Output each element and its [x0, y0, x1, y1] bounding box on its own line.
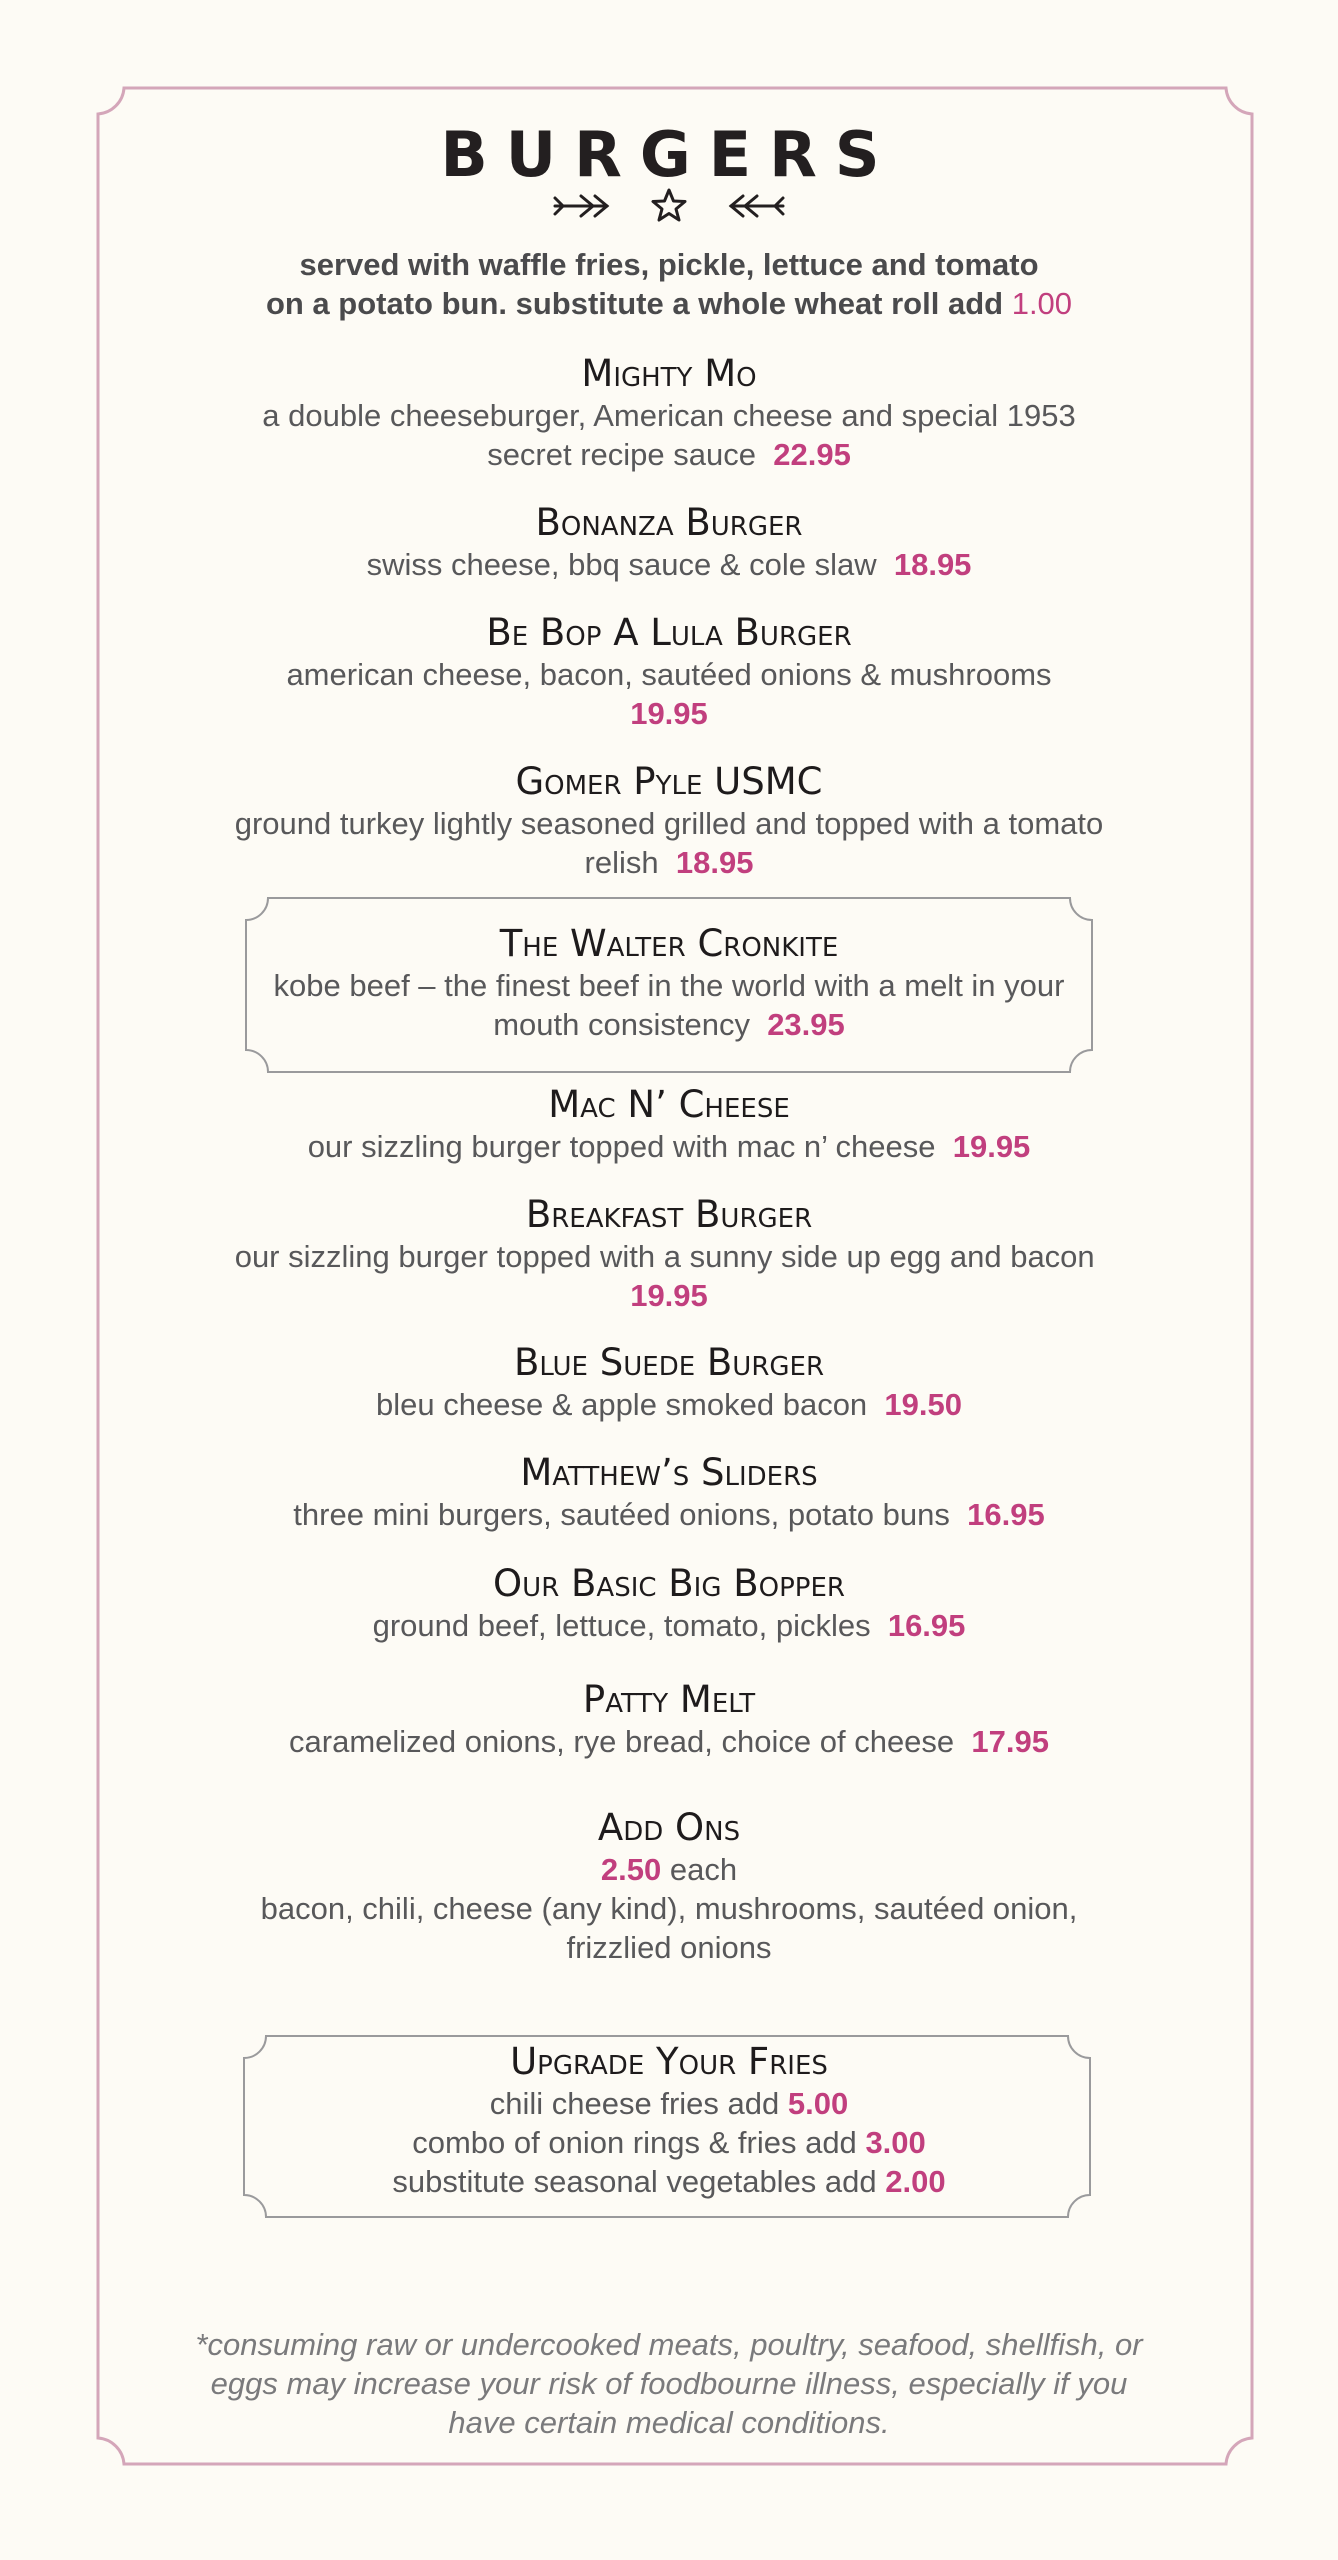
menu-item-featured: [200, 922, 1138, 1044]
item-name: Breakfast Burger: [525, 1193, 813, 1236]
item-desc-text: our sizzling burger topped with a sunny side up egg and bacon: [234, 1239, 1095, 1274]
item-name: Our Basic Big Bopper: [493, 1562, 845, 1605]
item-desc: [200, 1606, 1138, 1645]
addons-title: Add Ons: [597, 1806, 741, 1849]
item-desc: [200, 1127, 1138, 1166]
addons-each: each: [669, 1852, 738, 1887]
menu-item: [200, 760, 1138, 882]
item-desc-text: bleu cheese & apple smoked bacon: [376, 1387, 868, 1422]
addons-price: 2.50: [600, 1852, 662, 1887]
item-price: 16.95: [967, 1497, 1045, 1532]
item-desc-text: a double cheeseburger, American cheese and special 1953 secret recipe sauce: [262, 398, 1076, 472]
item-desc: [200, 1237, 1138, 1315]
menu-item: [200, 1083, 1138, 1166]
item-name: Matthew’s Sliders: [520, 1451, 818, 1494]
addons-price-line: [200, 1850, 1138, 1889]
item-desc: [200, 545, 1138, 584]
item-price: 17.95: [971, 1724, 1049, 1759]
fries-option-text: chili cheese fries add: [489, 2086, 780, 2121]
fries-title: Upgrade Your Fries: [510, 2040, 828, 2083]
fries-option-text: substitute seasonal vegetables add: [392, 2164, 877, 2199]
menu-item: [200, 1678, 1138, 1761]
item-desc: [200, 655, 1138, 733]
fries-option-price: 5.00: [787, 2086, 849, 2121]
addons-desc: bacon, chili, cheese (any kind), mushrooms, sautéed onion, frizzlied onions: [260, 1891, 1078, 1965]
menu-item: [200, 1562, 1138, 1645]
item-price: 19.95: [952, 1129, 1031, 1164]
item-price: 23.95: [767, 1007, 845, 1042]
burger-intro: [0, 245, 1338, 323]
item-price: 19.95: [630, 696, 708, 731]
item-name: Gomer Pyle USMC: [515, 760, 823, 803]
item-desc-text: ground turkey lightly seasoned grilled and topped with a tomato relish: [234, 806, 1104, 880]
item-desc-text: three mini burgers, sautéed onions, potato buns: [293, 1497, 950, 1532]
item-name: Mighty Mo: [581, 352, 757, 395]
intro-price: 1.00: [1011, 286, 1073, 321]
item-price: 19.50: [884, 1387, 962, 1422]
item-desc: [200, 966, 1138, 1044]
item-desc-text: kobe beef – the finest beef in the world with a melt in your mouth consistency: [273, 968, 1065, 1042]
menu-item: [200, 611, 1138, 733]
menu-title: BURGERS: [440, 118, 898, 191]
menu-item: [200, 1341, 1138, 1424]
item-price: 22.95: [773, 437, 851, 472]
menu-item: [200, 501, 1138, 584]
item-desc-text: caramelized onions, rye bread, choice of cheese: [289, 1724, 955, 1759]
fries-option-text: combo of onion rings & fries add: [412, 2125, 857, 2160]
intro-line-1: served with waffle fries, pickle, lettuce and tomato: [299, 247, 1039, 282]
item-desc: [200, 1722, 1138, 1761]
menu-item: [200, 1193, 1138, 1315]
item-desc-text: ground beef, lettuce, tomato, pickles: [372, 1608, 871, 1643]
item-name: Bonanza Burger: [535, 501, 803, 544]
item-price: 18.95: [675, 845, 754, 880]
item-name: Patty Melt: [582, 1678, 756, 1721]
menu-item: [200, 352, 1138, 474]
menu-item: [200, 1451, 1138, 1534]
arrows-star-ornament: [545, 186, 793, 226]
intro-line-2-text: on a potato bun. substitute a whole wheat roll add: [265, 286, 1004, 321]
fries-section: [200, 2040, 1138, 2201]
item-name: Be Bop A Lula Burger: [486, 611, 852, 654]
item-desc: [200, 804, 1138, 882]
item-price: 18.95: [893, 547, 972, 582]
item-desc: [200, 1495, 1138, 1534]
item-desc-text: swiss cheese, bbq sauce & cole slaw: [366, 547, 877, 582]
fries-option-price: 2.00: [885, 2164, 946, 2199]
item-name: The Walter Cronkite: [499, 922, 839, 965]
item-desc-text: american cheese, bacon, sautéed onions & mushrooms: [286, 657, 1052, 692]
item-name: Mac N’ Cheese: [548, 1083, 790, 1126]
fries-option: [200, 2123, 1138, 2162]
addons-section: [200, 1806, 1138, 1967]
item-desc: [200, 396, 1138, 474]
item-desc: [200, 1385, 1138, 1424]
item-price: 16.95: [887, 1608, 966, 1643]
food-safety-disclaimer: *consuming raw or undercooked meats, poultry, seafood, shellfish, or eggs may increase your risk of foodbourne illness, especially if you have certain medical conditions.: [195, 2327, 1143, 2440]
fries-option: [200, 2162, 1138, 2201]
item-desc-text: our sizzling burger topped with mac n’ cheese: [307, 1129, 936, 1164]
fries-option: [200, 2084, 1138, 2123]
item-name: Blue Suede Burger: [513, 1341, 825, 1384]
fries-option-price: 3.00: [865, 2125, 926, 2160]
intro-line-2: [0, 284, 1338, 323]
item-price: 19.95: [630, 1278, 708, 1313]
